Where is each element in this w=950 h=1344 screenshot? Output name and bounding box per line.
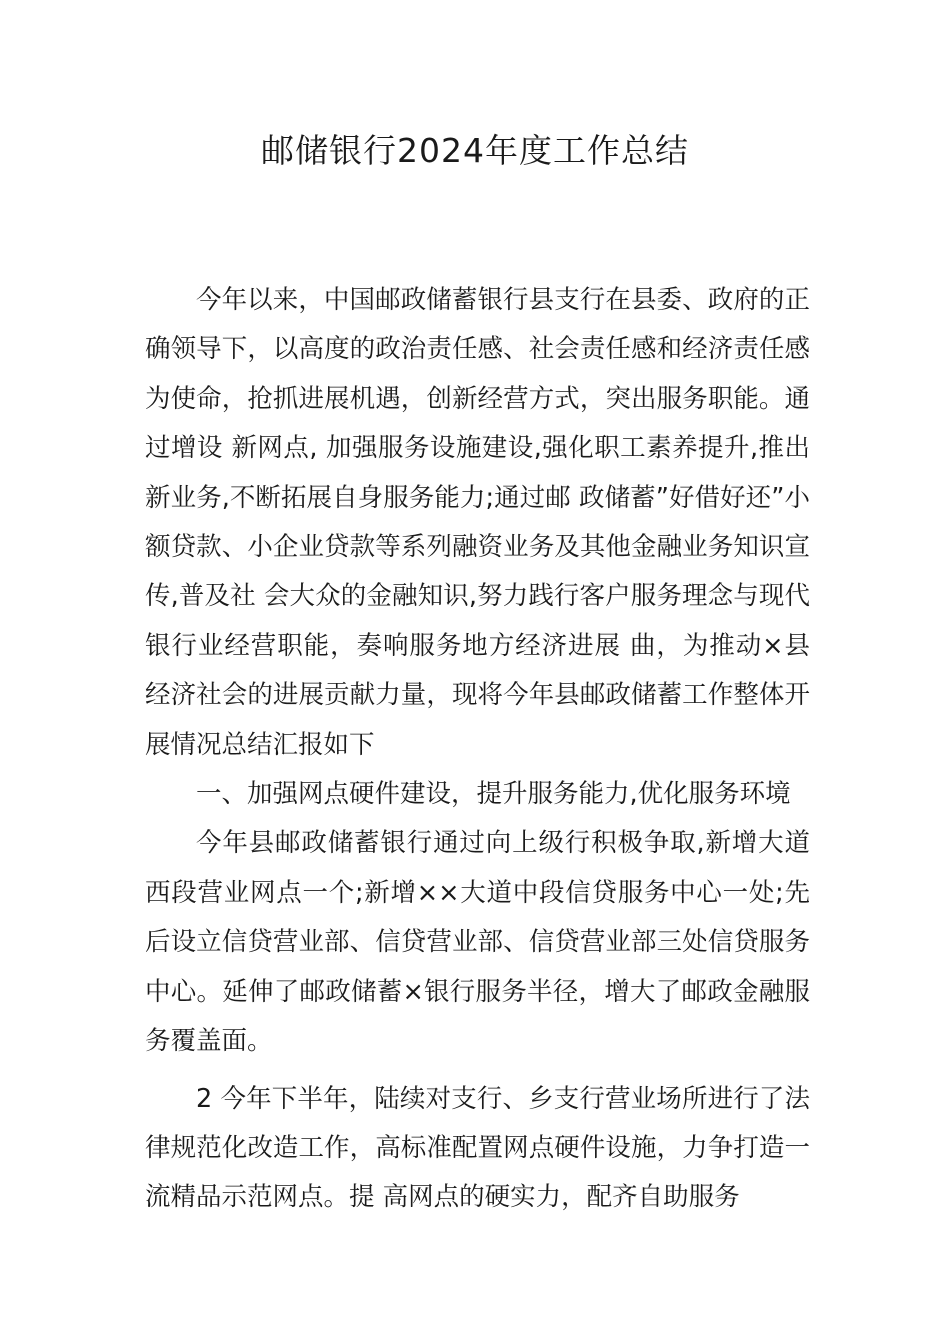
paragraph-renovation: 2 今年下半年，陆续对支行、乡支行营业场所进行了法律规范化改造工作，高标准配置网点硬件设施，力争打造一流精品示范网点。提 高网点的硬实力，配齐自助服务 (145, 1083, 810, 1213)
section-heading-1: 一、加强网点硬件建设，提升服务能力,优化服务环境 (196, 779, 791, 810)
document-body (145, 276, 810, 1223)
paragraph-new-outlets: 今年县邮政储蓄银行通过向上级行积极争取,新增大道西段营业网点一个;新增××大道中段信贷服务中心一处;先 后设立信贷营业部、信贷营业部、信贷营业部三处信贷服务中心。延伸了邮政储蓄×银行服务半径，增大了邮政金融服务覆盖面。 (145, 828, 810, 1057)
document-title: 邮储银行2024年度工作总结 (261, 131, 689, 170)
paragraph-intro: 今年以来，中国邮政储蓄银行县支行在县委、政府的正确领导下，以高度的政治责任感、社会责任感和经济责任感为使命，抢抓进展机遇，创新经营方式，突出服务职能。通过增设 新网点, 加强服务设施建设,强化职工素养提升,推出新业务,不断拓展自身服务能力;通过邮 政储蓄”好借好还”小额贷款、小企业贷款等系列融资业务及其他金融业务知识宣传,普及社 会大众的金融知识,努力践行客户服务理念与现代银行业经营职能，奏响服务地方经济进展 曲，为推动×县经济社会的进展贡献力量，现将今年县邮政储蓄工作整体开展情况总结汇报如下 (145, 285, 810, 760)
